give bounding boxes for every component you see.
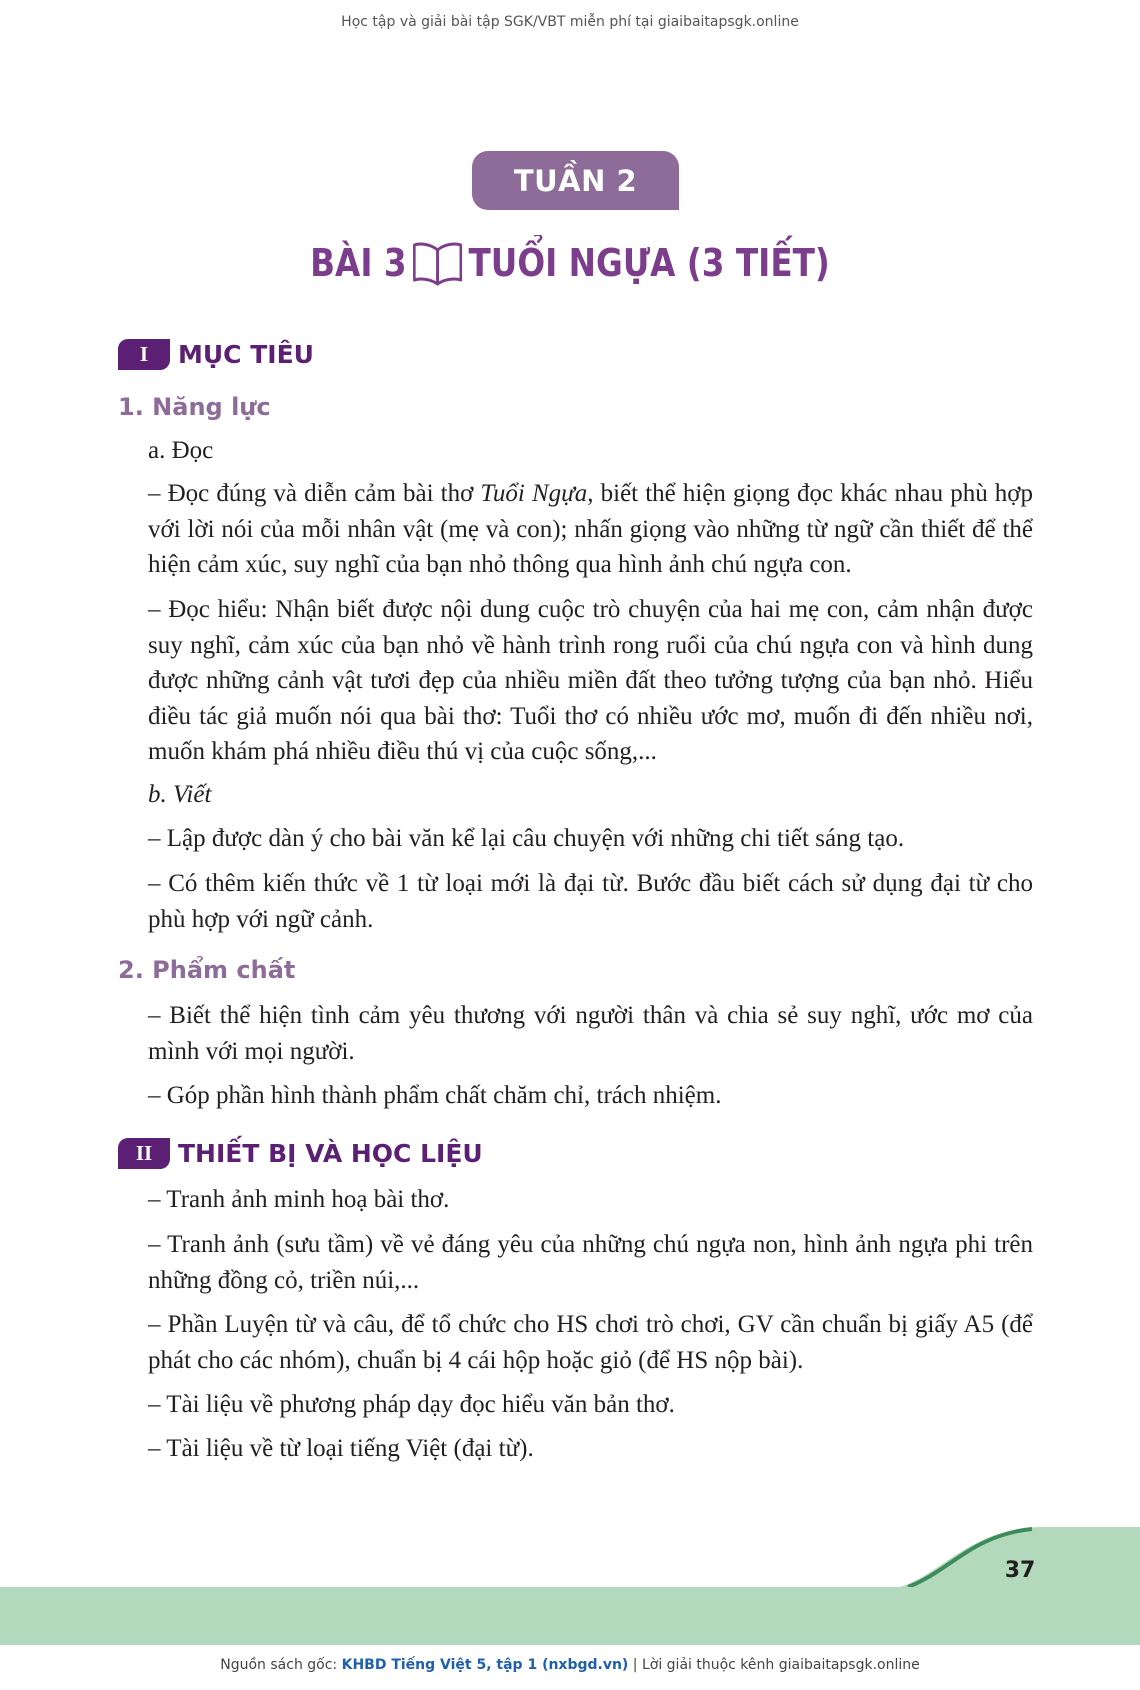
page-number: 37 — [1004, 1558, 1036, 1583]
text-segment: , biết thể hiện giọng đọc khác nhau phù hợp với lời nói của mỗi nhân vật (mẹ và con); nhấn giọng vào những từ ngữ cần thiết để thể hiện cảm xúc, suy nghĩ của bạn nhỏ thông qua hình ảnh chú ngựa con. — [148, 480, 1034, 578]
label-a-doc: a. Đọc — [148, 437, 214, 464]
section-heading-2 — [118, 1138, 483, 1169]
header-note: Học tập và giải bài tập SGK/VBT miễn phí tại giaibaitapsgk.online — [341, 14, 799, 30]
footer-prefix: Nguồn sách gốc: — [220, 1657, 342, 1673]
paragraph-pham-chat-1: – Biết thể hiện tình cảm yêu thương với người thân và chia sẻ suy nghĩ, ước mơ của mình với mọi người. — [148, 1002, 1033, 1065]
section-title: THIẾT BỊ VÀ HỌC LIỆU — [178, 1139, 483, 1168]
list-item: – Phần Luyện từ và câu, để tổ chức cho HS chơi trò chơi, GV cần chuẩn bị giấy A5 (để phát cho các nhóm), chuẩn bị 4 cái hộp hoặc giỏ (để HS nộp bài). — [148, 1311, 1033, 1374]
footer-note — [0, 1657, 1140, 1673]
label-b-viet: b. Viết — [148, 781, 212, 808]
footer-source-link[interactable]: KHBD Tiếng Việt 5, tập 1 (nxbgd.vn) — [341, 1657, 629, 1673]
paragraph-pham-chat-2: – Góp phần hình thành phẩm chất chăm chỉ, trách nhiệm. — [148, 1082, 722, 1109]
section-heading-1 — [118, 339, 314, 370]
lesson-title — [80, 240, 1060, 286]
paragraph-viet-1: – Lập được dàn ý cho bài văn kể lại câu chuyện với những chi tiết sáng tạo. — [148, 825, 905, 852]
subsection-title-pham-chat: 2. Phẩm chất — [118, 956, 296, 984]
week-label: TUẦN 2 — [472, 151, 679, 210]
paragraph-doc-2: – Đọc hiểu: Nhận biết được nội dung cuộc trò chuyện của hai mẹ con, cảm nhận được suy nghĩ, cảm xúc của bạn nhỏ về hành trình rong ruổi của chú ngựa con và hình dung được những cảnh vật tươi đẹp của nhiều miền đất theo tưởng tượng của bạn nhỏ. Hiểu điều tác giả muốn nói qua bài thơ: Tuổi thơ có nhiều ước mơ, muốn đi đến nhiều nơi, muốn khám phá nhiều điều thú vị của cuộc sống,... — [148, 596, 1033, 765]
lesson-prefix: BÀI 3 — [310, 241, 407, 285]
footer-band — [0, 1587, 1140, 1645]
paragraph-viet-2: – Có thêm kiến thức về 1 từ loại mới là đại từ. Bước đầu biết cách sử dụng đại từ cho phù hợp với ngữ cảnh. — [148, 870, 1033, 933]
list-item: – Tranh ảnh (sưu tầm) về vẻ đáng yêu của những chú ngựa non, hình ảnh ngựa phi trên những đồng cỏ, triền núi,... — [148, 1231, 1033, 1294]
open-book-icon — [412, 240, 464, 286]
footer-suffix: | Lời giải thuộc kênh giaibaitapsgk.online — [628, 1657, 920, 1673]
subsection-title-nang-luc: 1. Năng lực — [118, 393, 271, 421]
lesson-name: TUỔI NGỰA (3 TIẾT) — [468, 241, 830, 285]
section-number-tag: II — [118, 1138, 170, 1169]
text-segment: – Đọc đúng và diễn cảm bài thơ — [148, 480, 481, 507]
list-item: – Tài liệu về phương pháp dạy đọc hiểu văn bản thơ. — [148, 1391, 675, 1418]
list-item: – Tranh ảnh minh hoạ bài thơ. — [148, 1186, 450, 1213]
section-title: MỤC TIÊU — [178, 340, 314, 369]
list-item: – Tài liệu về từ loại tiếng Việt (đại từ). — [148, 1435, 534, 1462]
section-number-tag: I — [118, 339, 170, 370]
paragraph-doc-1 — [148, 476, 1033, 583]
poem-title: Tuổi Ngựa — [480, 480, 588, 507]
